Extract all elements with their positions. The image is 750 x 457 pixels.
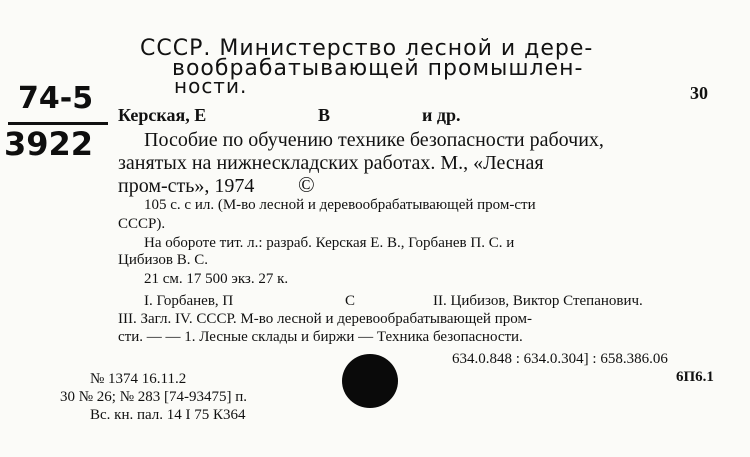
title-line2: занятых на нижнескладских работах. М., «Лесная (118, 152, 544, 174)
handwritten-header-line2: вообрабатывающей промышлен- (172, 56, 584, 81)
print-run: 21 см. 17 500 экз. 27 к. (144, 271, 289, 287)
title-line3: пром-сть», 1974 (118, 175, 255, 197)
footer-line3: Вс. кн. пал. 14 I 75 К364 (90, 407, 246, 423)
tracing-line3: сти. — — 1. Лесные склады и биржи — Техника безопасности. (118, 329, 523, 345)
note-line1: На обороте тит. л.: разраб. Керская Е. В., Горбанев П. С. и (144, 235, 515, 251)
card-number: 30 (690, 83, 708, 103)
footer-line1: № 1374 16.11.2 (90, 371, 187, 387)
tracing-line1-part1: I. Горбанев, П (144, 293, 234, 309)
handwritten-header-line3: ности. (174, 74, 248, 98)
note-line2: Цибизов В. С. (118, 252, 208, 268)
author-heading-name: Керская, Е (118, 105, 207, 125)
shelf-number-bottom: 3922 (4, 125, 94, 163)
title-line1: Пособие по обучению технике безопасности рабочих, (144, 129, 604, 151)
copyright-icon: © (298, 172, 315, 197)
author-heading-initial: В (318, 105, 331, 125)
collation-line1: 105 с. с ил. (М-во лесной и деревообрабатывающей пром-сти (144, 197, 536, 213)
tracing-line2: III. Загл. IV. СССР. М-во лесной и деревообрабатывающей пром- (118, 311, 532, 327)
tracing-line1-part2: С (345, 293, 356, 309)
punch-hole-icon (342, 354, 398, 408)
udc-index: 634.0.848 : 634.0.304] : 658.386.06 (452, 351, 668, 367)
collation-line2: СССР). (118, 216, 166, 232)
author-heading-etal: и др. (422, 105, 461, 125)
footer-line2: 30 № 26; № 283 [74-93475] п. (60, 389, 248, 405)
handwritten-header-line1: СССР. Министерство лесной и дере- (140, 36, 594, 61)
bbk-index: 6П6.1 (676, 369, 714, 385)
shelf-number-top: 74-5 (18, 81, 94, 116)
tracing-line1-part3: II. Цибизов, Виктор Степанович. (433, 293, 643, 309)
